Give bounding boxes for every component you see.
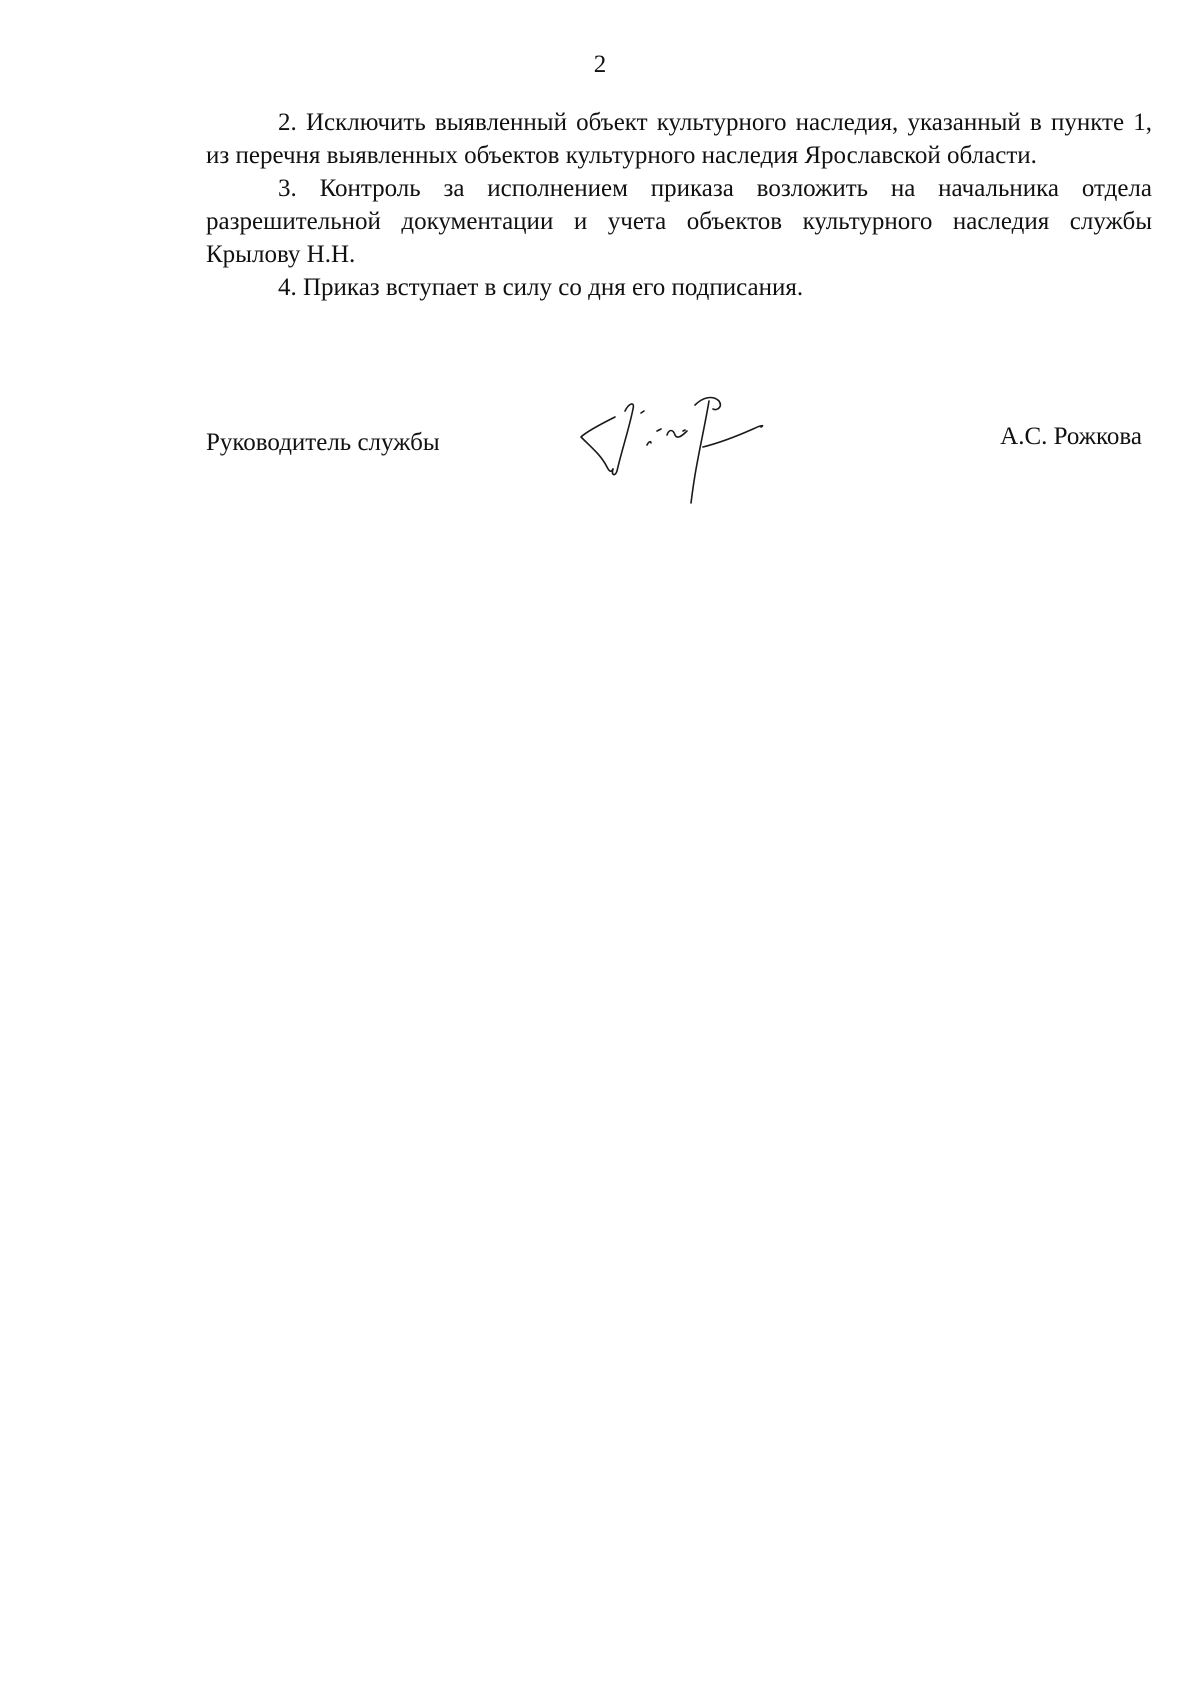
paragraph-item-2: 2. Исключить выявленный объект культурного наследия, указанный в пункте 1, из перечня выявленных объектов культурного наследия Ярославской области. (206, 109, 1152, 169)
document-body (206, 106, 1152, 304)
handwritten-signature (577, 395, 787, 520)
signatory-position: Руководитель службы (206, 429, 440, 456)
paragraph-item-4: 4. Приказ вступает в силу со дня его подписания. (278, 274, 804, 301)
signatory-name: А.С. Рожкова (1000, 423, 1142, 450)
page-number: 2 (593, 51, 607, 78)
signature-graphic (577, 395, 787, 520)
paragraph-item-3: 3. Контроль за исполнением приказа возложить на начальника отдела разрешительной документации и учета объектов культурного наследия службы Крылову Н.Н. (206, 175, 1152, 268)
